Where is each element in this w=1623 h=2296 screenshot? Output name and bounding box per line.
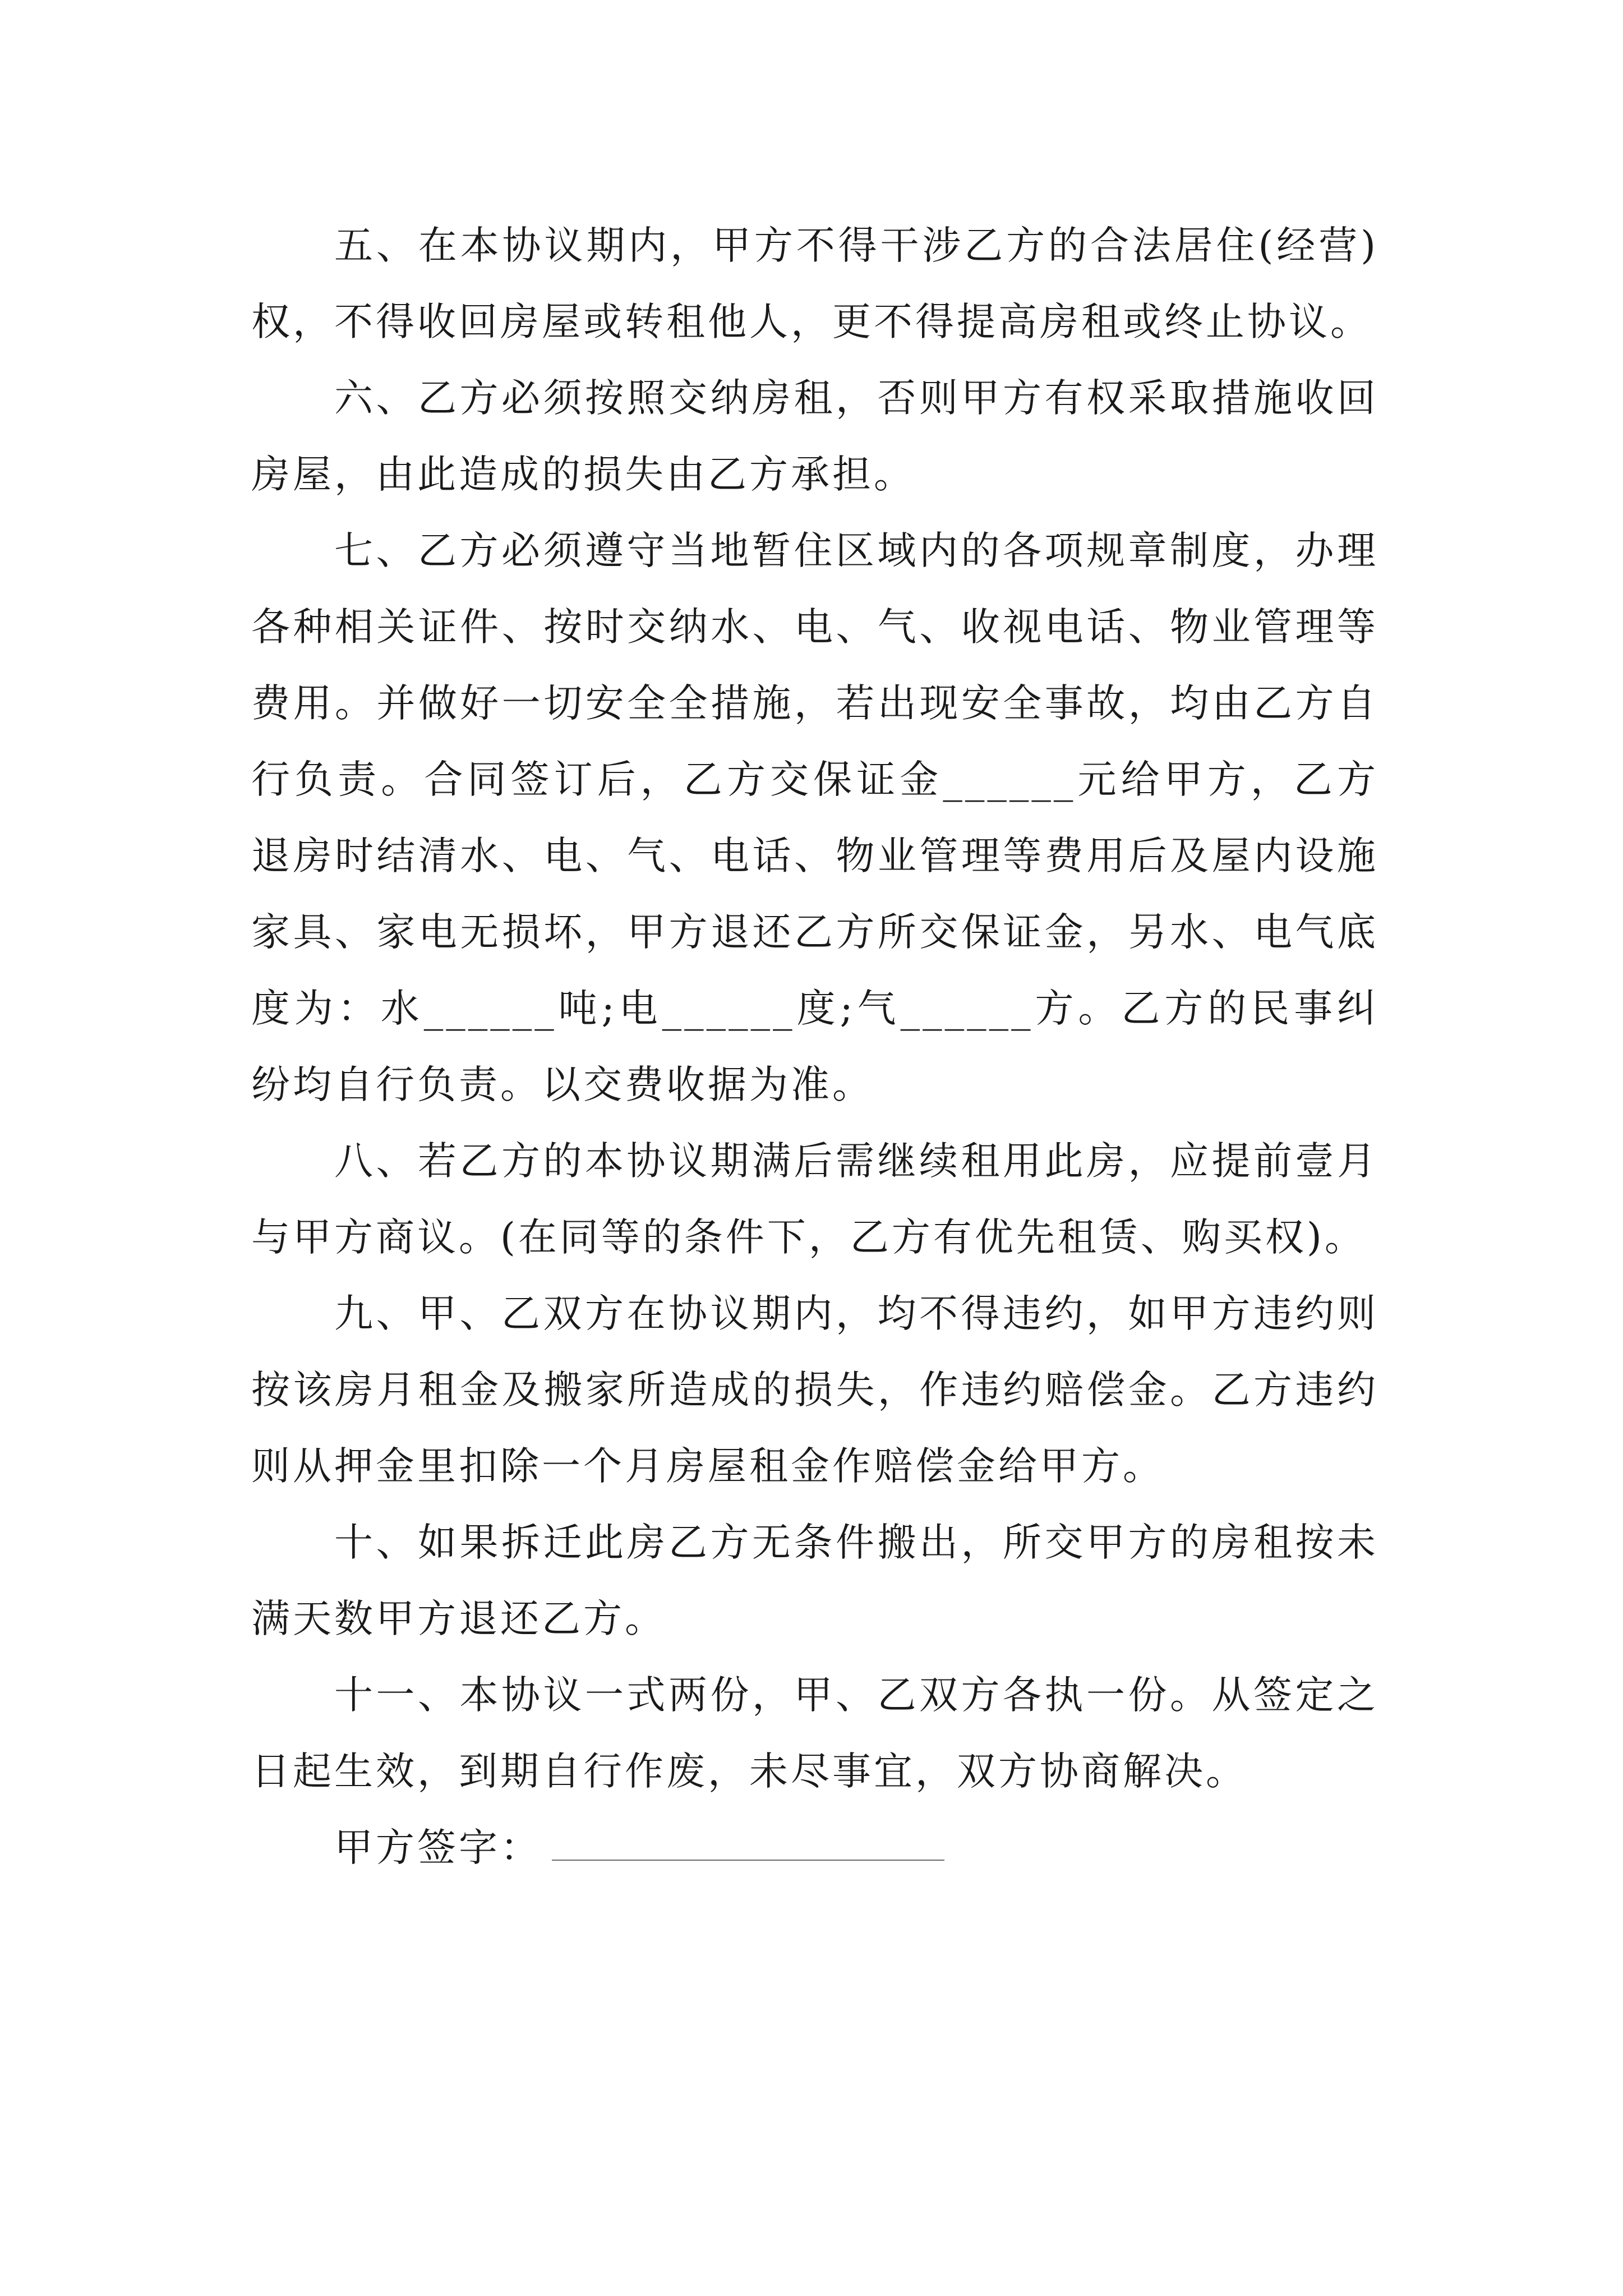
signature-line <box>552 1826 944 1861</box>
clause-7: 七、乙方必须遵守当地暂住区域内的各项规章制度，办理各种相关证件、按时交纳水、电、气、收视电话、物业管理等费用。并做好一切安全全措施，若出现安全事故，均由乙方自行负责。合同签订后，乙方交保证金______元给甲方，乙方退房时结清水、电、气、电话、物业管理等费用后及屋内设施家具、家电无损坏，甲方退还乙方所交保证金，另水、电气底度为：水______吨;电______度;气______方。乙方的民事纠纷均自行负责。以交费收据为准。 <box>251 528 1378 1107</box>
clause-9: 九、甲、乙双方在协议期内，均不得违约，如甲方违约则按该房月租金及搬家所造成的损失，作违约赔偿金。乙方违约则从押金里扣除一个月房屋租金作赔偿金给甲方。 <box>251 1291 1378 1489</box>
signature-label: 甲方签字： <box>334 1825 542 1870</box>
signature-row <box>251 1810 1378 1886</box>
clause-11: 十一、本协议一式两份，甲、乙双方各执一份。从签定之日起生效，到期自行作废，未尽事宜，双方协商解决。 <box>251 1673 1378 1794</box>
document-body <box>251 208 1378 1886</box>
clause-8: 八、若乙方的本协议期满后需继续租用此房，应提前壹月与甲方商议。(在同等的条件下，乙方有优先租赁、购买权)。 <box>251 1139 1378 1260</box>
clause-10: 十、如果拆迁此房乙方无条件搬出，所交甲方的房租按未满天数甲方退还乙方。 <box>251 1520 1378 1641</box>
clause-5: 五、在本协议期内，甲方不得干涉乙方的合法居住(经营)权，不得收回房屋或转租他人，更不得提高房租或终止协议。 <box>251 223 1378 344</box>
clause-6: 六、乙方必须按照交纳房租，否则甲方有权采取措施收回房屋，由此造成的损失由乙方承担。 <box>251 376 1378 497</box>
